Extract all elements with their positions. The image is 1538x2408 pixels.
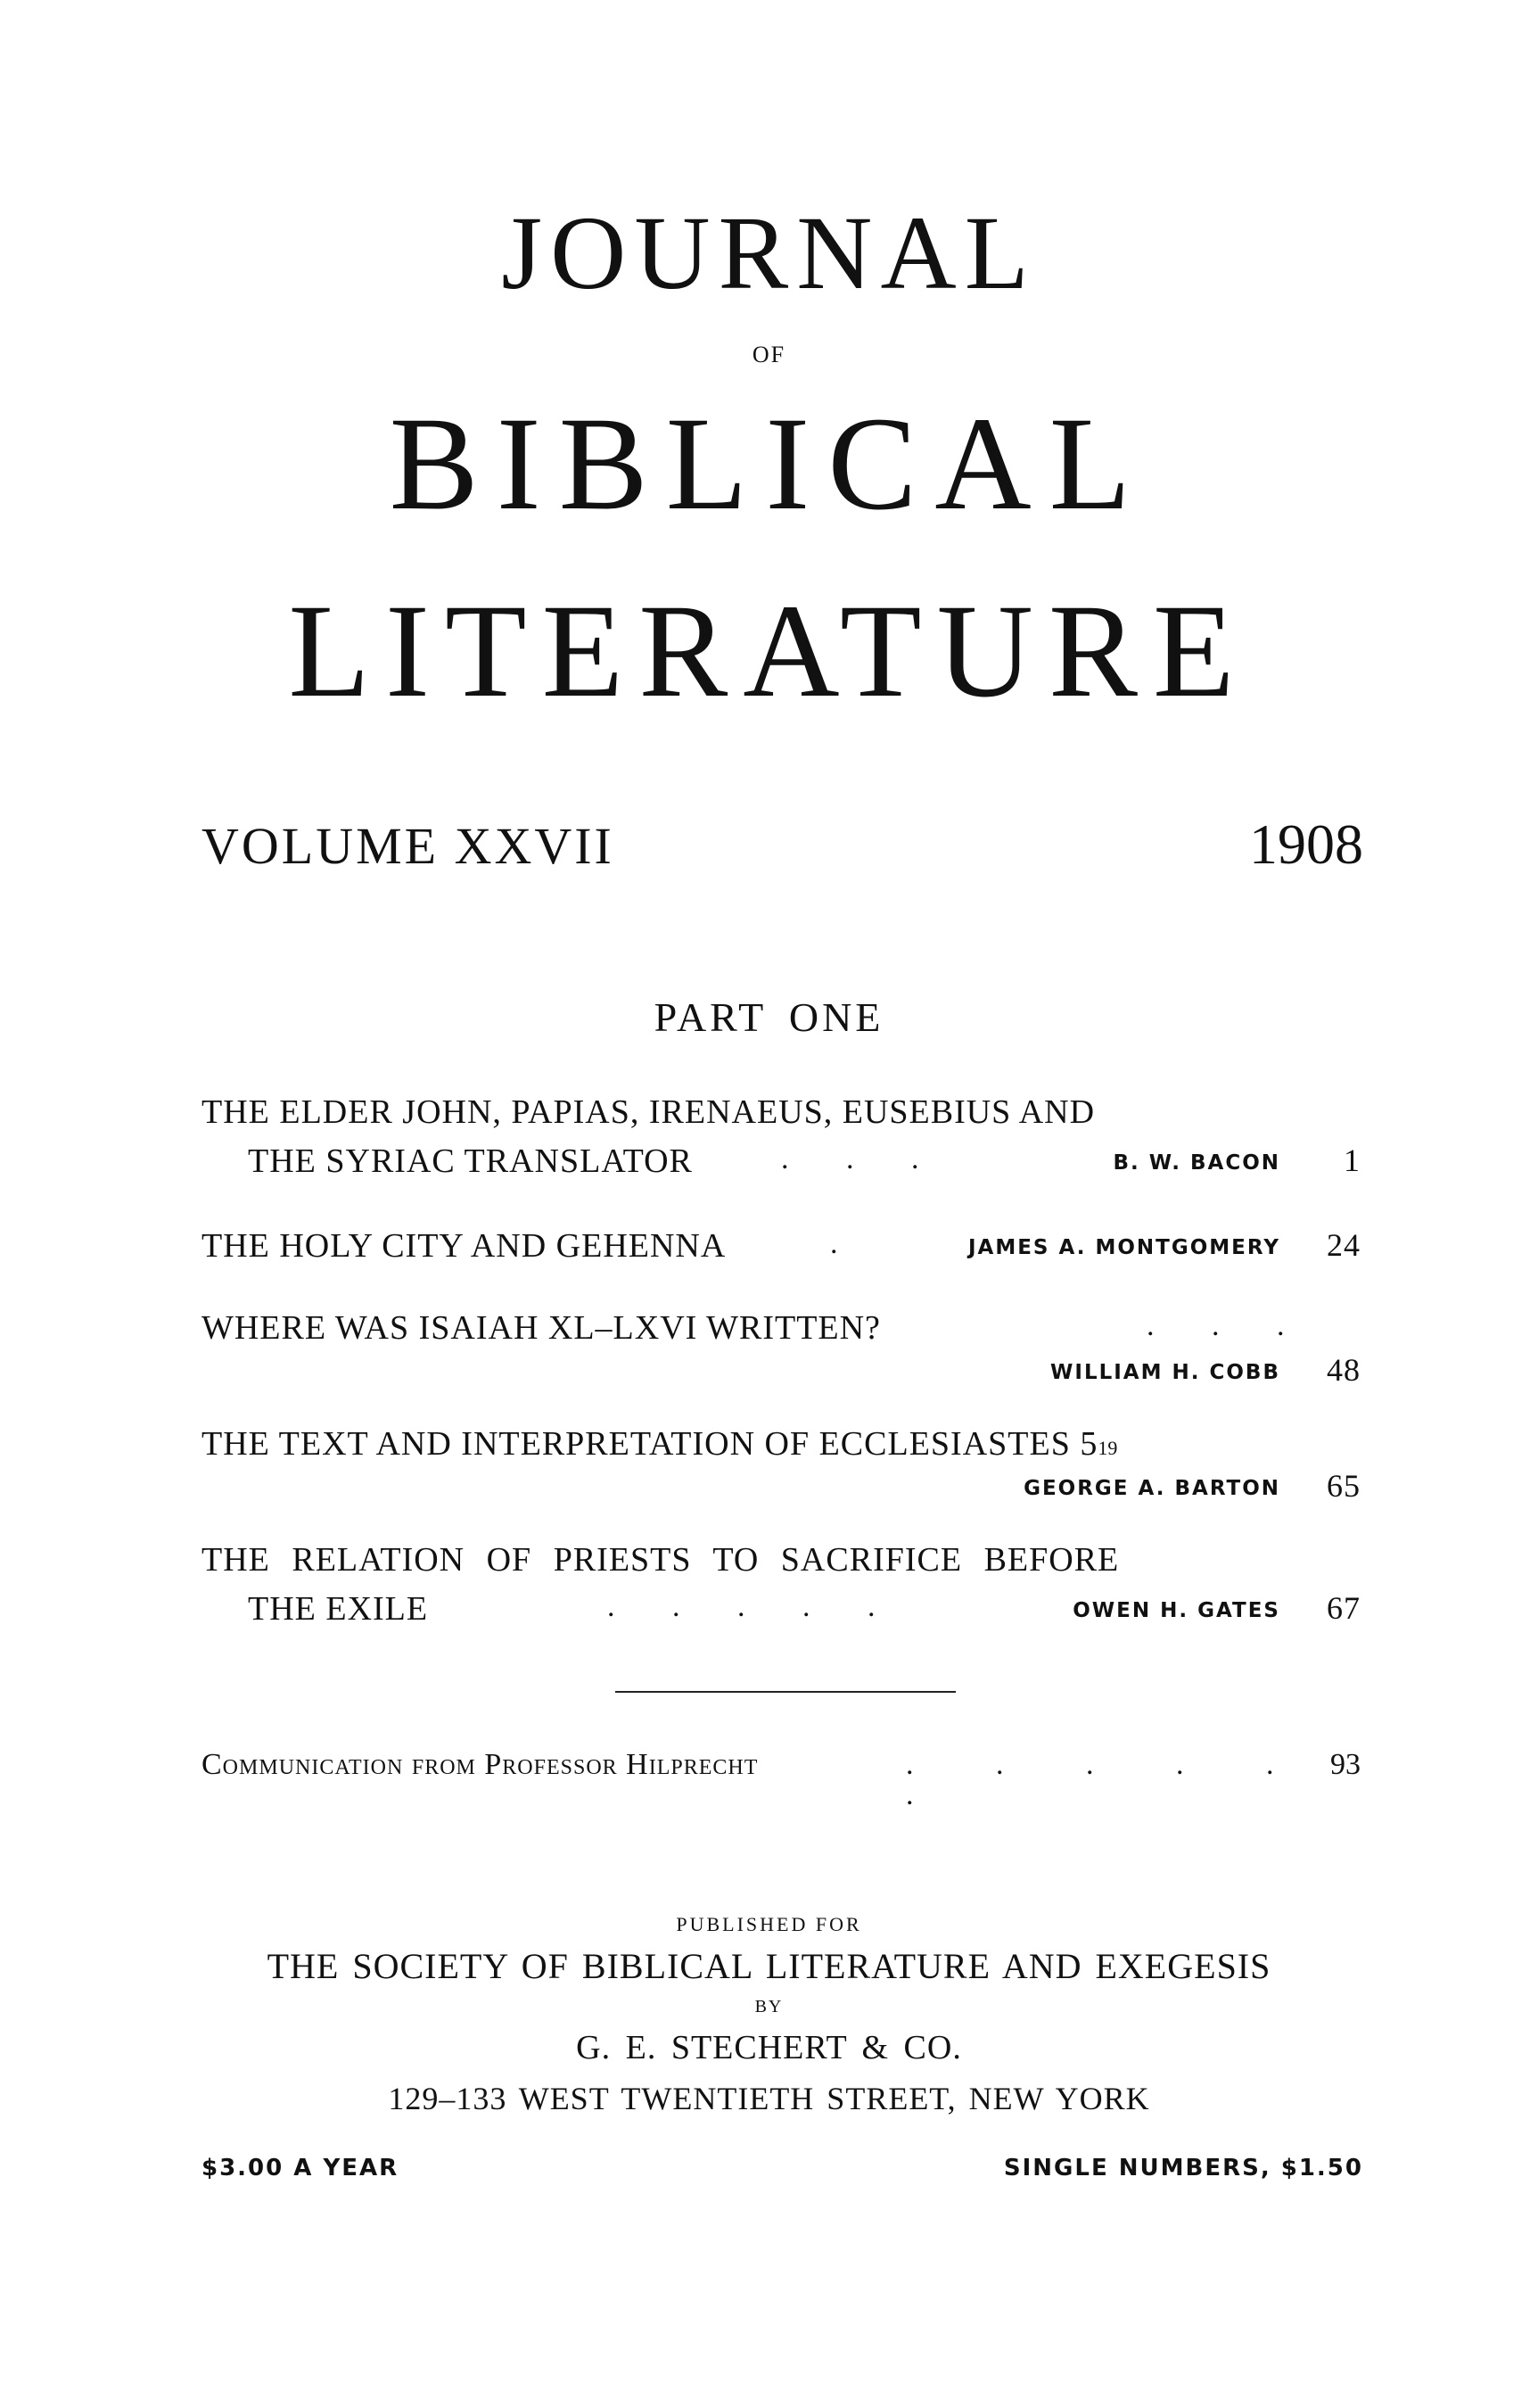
title-literature: LITERATURE	[288, 577, 1250, 725]
single-number-price: SINGLE NUMBERS, $1.50	[1003, 2155, 1363, 2181]
part-heading: PART ONE	[654, 994, 884, 1040]
communication-entry	[202, 1748, 1361, 1811]
toc-entry-line2	[202, 1354, 1361, 1398]
toc-title-line: THE ELDER JOHN, PAPIAS, IRENAEUS, EUSEBIUS AND	[202, 1093, 1096, 1131]
toc-page: 1	[1344, 1142, 1361, 1178]
communication-page: 93	[1330, 1748, 1361, 1781]
leader-dots: .	[830, 1227, 863, 1260]
publisher-name: G. E. STECHERT & CO.	[576, 2029, 962, 2066]
leader-dots: . . .	[1147, 1309, 1310, 1342]
society-name: THE SOCIETY OF BIBLICAL LITERATURE AND EXEGESIS	[267, 1946, 1271, 1986]
leader-dots: . . .	[781, 1142, 944, 1175]
volume-number: VOLUME XXVII	[202, 817, 614, 875]
toc-title-line: THE SYRIAC TRANSLATOR	[248, 1142, 693, 1180]
toc-author: WILLIAM H. COBB	[1050, 1361, 1280, 1384]
title-of: OF	[752, 342, 786, 367]
toc-title-line: WHERE WAS ISAIAH XL–LXVI WRITTEN?	[202, 1309, 881, 1347]
published-by: BY	[754, 1997, 784, 2016]
toc-author: GEORGE A. BARTON	[1024, 1477, 1280, 1500]
toc-page: 67	[1327, 1590, 1361, 1626]
toc-entry	[202, 1095, 1361, 1140]
toc-author: OWEN H. GATES	[1073, 1599, 1280, 1622]
toc-entry-line2	[202, 1592, 1361, 1637]
toc-entry	[202, 1311, 1361, 1356]
toc-entry	[202, 1427, 1361, 1472]
toc-title-line	[202, 1427, 1117, 1461]
toc-author: B. W. BACON	[1113, 1151, 1280, 1175]
leader-dots: . . . . .	[607, 1590, 901, 1623]
title-journal: JOURNAL	[501, 194, 1037, 311]
toc-entry-line2	[202, 1144, 1361, 1189]
toc-author: JAMES A. MONTGOMERY	[967, 1236, 1280, 1259]
toc-title-line: THE RELATION OF PRIESTS TO SACRIFICE BEFORE	[202, 1541, 1120, 1579]
publisher-address: 129–133 WEST TWENTIETH STREET, NEW YORK	[388, 2081, 1150, 2116]
published-for: PUBLISHED FOR	[676, 1913, 862, 1935]
toc-title-line: THE HOLY CITY AND GEHENNA	[202, 1227, 727, 1265]
toc-entry	[202, 1229, 1361, 1274]
section-divider	[615, 1691, 956, 1693]
toc-entry	[202, 1543, 1361, 1587]
verse-subscript: 19	[1098, 1437, 1118, 1459]
toc-title-text: THE TEXT AND INTERPRETATION OF ECCLESIASTES 5	[202, 1425, 1098, 1463]
yearly-price: $3.00 A YEAR	[202, 2155, 399, 2181]
toc-page: 24	[1327, 1227, 1361, 1263]
publication-year: 1908	[1249, 812, 1363, 876]
toc-entry-line2	[202, 1470, 1361, 1514]
toc-title-line: THE EXILE	[248, 1590, 429, 1628]
toc-page: 48	[1327, 1352, 1361, 1388]
title-biblical: BIBLICAL	[389, 390, 1149, 538]
leader-dots: . . . . . .	[906, 1748, 1312, 1811]
toc-page: 65	[1327, 1468, 1361, 1504]
communication-label: Communication from Professor Hilprecht	[202, 1748, 759, 1781]
